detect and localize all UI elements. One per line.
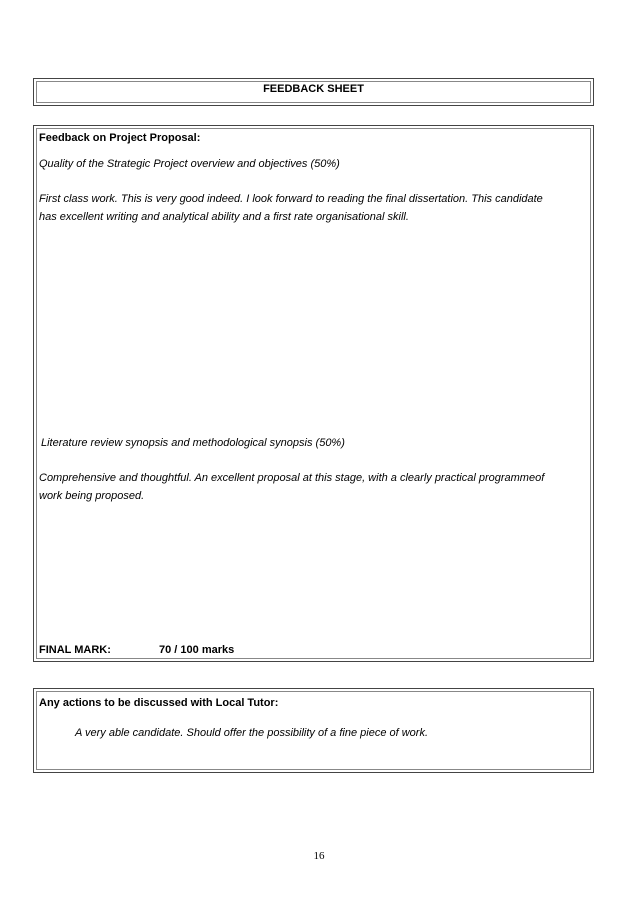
section1-comment-line1: First class work. This is very good indeed. I look forward to reading the final dissertation. This candidate: [39, 193, 543, 205]
feedback-sheet-title-box: [33, 78, 594, 106]
section1-label: Quality of the Strategic Project overview and objectives (50%): [39, 158, 340, 170]
actions-heading: Any actions to be discussed with Local Tutor:: [39, 697, 279, 709]
section2-comment-line1: Comprehensive and thoughtful. An excellent proposal at this stage, with a clearly practical programmeof: [39, 472, 545, 484]
proposal-feedback-box: [33, 125, 594, 662]
final-mark-label: FINAL MARK:: [39, 644, 111, 656]
actions-comment: A very able candidate. Should offer the possibility of a fine piece of work.: [75, 727, 429, 739]
section1-comment-line2: has excellent writing and analytical ability and a first rate organisational skill.: [39, 211, 409, 223]
section2-comment-line2: work being proposed.: [39, 490, 145, 502]
section2-label: Literature review synopsis and methodological synopsis (50%): [41, 437, 345, 449]
final-mark-value: 70 / 100 marks: [159, 644, 235, 656]
proposal-heading: Feedback on Project Proposal:: [39, 132, 201, 144]
page-number: 16: [313, 850, 325, 862]
page-title: FEEDBACK SHEET: [263, 83, 364, 95]
local-tutor-actions-box: [33, 688, 594, 773]
